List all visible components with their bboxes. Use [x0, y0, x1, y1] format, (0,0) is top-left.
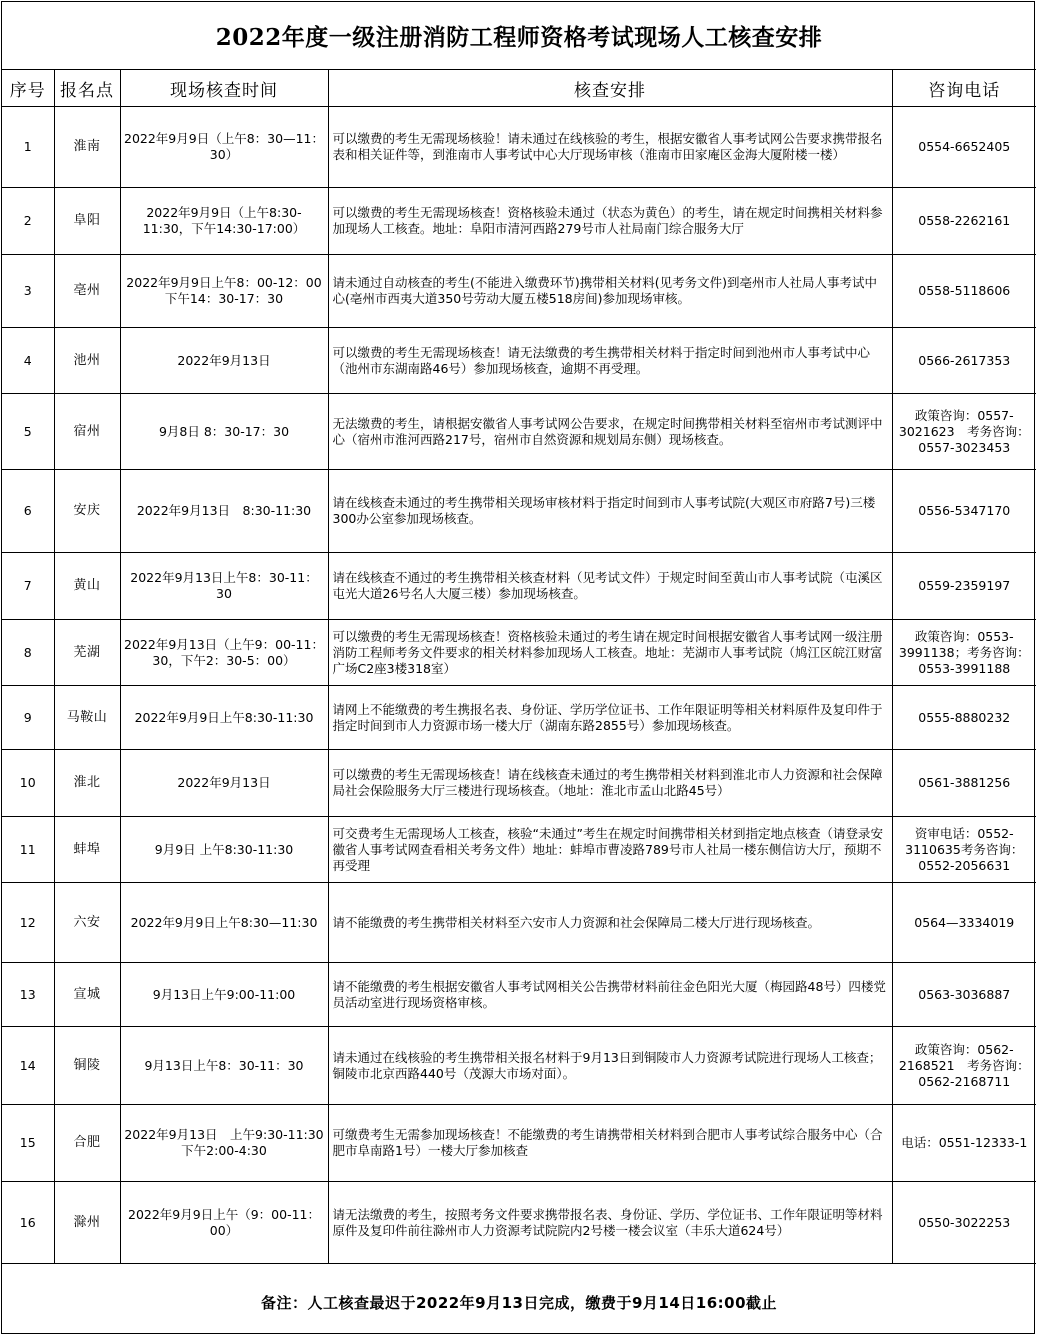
- row-phone: 0564—3334019: [892, 883, 1036, 963]
- table-row: [2, 750, 1036, 817]
- row-site: 宿州: [54, 394, 120, 470]
- row-site: 淮南: [54, 107, 120, 188]
- row-number: 1: [2, 107, 54, 188]
- row-phone: 政策咨询：0562-2168521 考务咨询：0562-2168711: [892, 1027, 1036, 1105]
- header-number: 序号: [2, 70, 54, 107]
- row-phone: 电话：0551-12333-1: [892, 1105, 1036, 1182]
- row-phone: 0550-3022253: [892, 1182, 1036, 1264]
- row-site: 黄山: [54, 553, 120, 620]
- row-site: 安庆: [54, 470, 120, 553]
- table-row: [2, 188, 1036, 255]
- row-number: 2: [2, 188, 54, 255]
- table-row: [2, 1027, 1036, 1105]
- row-phone: 0556-5347170: [892, 470, 1036, 553]
- row-phone: 0561-3881256: [892, 750, 1036, 817]
- row-phone: 0558-2262161: [892, 188, 1036, 255]
- row-phone: 0563-3036887: [892, 963, 1036, 1027]
- row-phone: 0566-2617353: [892, 328, 1036, 394]
- row-phone: 资审电话：0552-3110635考务咨询：0552-2056631: [892, 817, 1036, 883]
- schedule-sheet: [1, 1, 1035, 1334]
- table-row: [2, 328, 1036, 394]
- row-number: 16: [2, 1182, 54, 1264]
- row-site: 蚌埠: [54, 817, 120, 883]
- row-number: 13: [2, 963, 54, 1027]
- row-number: 11: [2, 817, 54, 883]
- table-row: [2, 394, 1036, 470]
- row-site: 滁州: [54, 1182, 120, 1264]
- header-arrangement: 核查安排: [328, 70, 892, 107]
- table-row: [2, 620, 1036, 686]
- row-site: 六安: [54, 883, 120, 963]
- table-row: [2, 1105, 1036, 1182]
- row-site: 淮北: [54, 750, 120, 817]
- row-phone: 0555-8880232: [892, 686, 1036, 750]
- row-phone: 0558-5118606: [892, 255, 1036, 328]
- row-arrangement: 可以缴费的考生无需现场核查！请在线核查未通过的考生携带相关材料到淮北市人力资源和社会保障局社会保险服务大厅三楼进行现场核查。（地址：淮北市孟山北路45号）: [328, 750, 892, 817]
- row-arrangement: 请在线核查未通过的考生携带相关现场审核材料于指定时间到市人事考试院(大观区市府路7号)三楼300办公室参加现场核查。: [328, 470, 892, 553]
- row-time: 2022年9月9日上午（9：00-11：00）: [120, 1182, 328, 1264]
- row-arrangement: 可以缴费的考生无需现场核查！资格核验未通过的考生请在规定时间根据安徽省人事考试网一级注册消防工程师考务文件要求的相关材料参加现场人工核查。地址：芜湖市人事考试院（鸠江区皖江财富广场C2座3楼318室）: [328, 620, 892, 686]
- row-time: 9月8日 8：30-17：30: [120, 394, 328, 470]
- row-arrangement: 可缴费考生无需参加现场核查！不能缴费的考生请携带相关材料到合肥市人事考试综合服务中心（合肥市阜南路1号）一楼大厅参加核查: [328, 1105, 892, 1182]
- row-number: 6: [2, 470, 54, 553]
- row-number: 9: [2, 686, 54, 750]
- row-time: 2022年9月13日 上午9:30-11:30 下午2:00-4:30: [120, 1105, 328, 1182]
- row-time: 2022年9月9日上午8:30—11:30: [120, 883, 328, 963]
- table-row: [2, 686, 1036, 750]
- row-time: 2022年9月13日: [120, 750, 328, 817]
- row-time: 2022年9月13日（上午9：00-11：30，下午2：30-5：00）: [120, 620, 328, 686]
- table-row: [2, 817, 1036, 883]
- row-number: 14: [2, 1027, 54, 1105]
- row-phone: 政策咨询：0553-3991138；考务咨询：0553-3991188: [892, 620, 1036, 686]
- row-number: 5: [2, 394, 54, 470]
- row-number: 3: [2, 255, 54, 328]
- row-arrangement: 请网上不能缴费的考生携报名表、身份证、学历学位证书、工作年限证明等相关材料原件及复印件于指定时间到市人力资源市场一楼大厅（湖南东路2855号）参加现场核查。: [328, 686, 892, 750]
- row-number: 4: [2, 328, 54, 394]
- row-arrangement: 请未通过自动核查的考生(不能进入缴费环节)携带相关材料(见考务文件)到亳州市人社局人事考试中心(亳州市西夷大道350号劳动大厦五楼518房间)参加现场审核。: [328, 255, 892, 328]
- row-time: 2022年9月9日（上午8:30-11:30，下午14:30-17:00）: [120, 188, 328, 255]
- row-arrangement: 可交费考生无需现场人工核查，核验“未通过”考生在规定时间携带相关材到指定地点核查（请登录安徽省人事考试网查看相关考务文件）地址：蚌埠市曹凌路789号市人社局一楼东侧信访大厅，预期不再受理: [328, 817, 892, 883]
- row-arrangement: 可以缴费的考生无需现场核查！请无法缴费的考生携带相关材料于指定时间到池州市人事考试中心（池州市东湖南路46号）参加现场核查，逾期不再受理。: [328, 328, 892, 394]
- row-phone: 0559-2359197: [892, 553, 1036, 620]
- row-time: 2022年9月9日上午8:30-11:30: [120, 686, 328, 750]
- row-site: 阜阳: [54, 188, 120, 255]
- row-number: 12: [2, 883, 54, 963]
- schedule-table: [2, 70, 1036, 1264]
- row-time: 2022年9月13日: [120, 328, 328, 394]
- footnote: 备注：人工核查最迟于2022年9月13日完成，缴费于9月14日16:00截止: [260, 1293, 778, 1312]
- row-arrangement: 请不能缴费的考生根据安徽省人事考试网相关公告携带材料前往金色阳光大厦（梅园路48号）四楼党员活动室进行现场资格审核。: [328, 963, 892, 1027]
- row-time: 9月13日上午8：30-11：30: [120, 1027, 328, 1105]
- header-time: 现场核查时间: [120, 70, 328, 107]
- page-title: 2022年度一级注册消防工程师资格考试现场人工核查安排: [2, 2, 1036, 70]
- row-site: 池州: [54, 328, 120, 394]
- row-site: 合肥: [54, 1105, 120, 1182]
- row-site: 亳州: [54, 255, 120, 328]
- header-phone: 咨询电话: [892, 70, 1036, 107]
- table-row: [2, 553, 1036, 620]
- row-arrangement: 请无法缴费的考生，按照考务文件要求携带报名表、身份证、学历、学位证书、工作年限证明等材料原件及复印件前往滁州市人力资源考试院院内2号楼一楼会议室（丰乐大道624号）: [328, 1182, 892, 1264]
- row-time: 2022年9月13日上午8：30-11：30: [120, 553, 328, 620]
- row-time: 9月13日上午9:00-11:00: [120, 963, 328, 1027]
- row-arrangement: 无法缴费的考生，请根据安徽省人事考试网公告要求，在规定时间携带相关材料至宿州市考试测评中心（宿州市淮河西路217号，宿州市自然资源和规划局东侧）现场核查。: [328, 394, 892, 470]
- row-site: 铜陵: [54, 1027, 120, 1105]
- row-time: 9月9日 上午8:30-11:30: [120, 817, 328, 883]
- row-number: 10: [2, 750, 54, 817]
- row-time: 2022年9月9日（上午8：30—11：30）: [120, 107, 328, 188]
- row-phone: 政策咨询：0557-3021623 考务咨询：0557-3023453: [892, 394, 1036, 470]
- row-number: 15: [2, 1105, 54, 1182]
- row-number: 8: [2, 620, 54, 686]
- row-arrangement: 请在线核查不通过的考生携带相关核查材料（见考试文件）于规定时间至黄山市人事考试院（屯溪区屯光大道26号名人大厦三楼）参加现场核查。: [328, 553, 892, 620]
- table-row: [2, 470, 1036, 553]
- row-number: 7: [2, 553, 54, 620]
- row-arrangement: 可以缴费的考生无需现场核查！资格核验未通过（状态为黄色）的考生，请在规定时间携相关材料参加现场人工核查。地址：阜阳市清河西路279号市人社局南门综合服务大厅: [328, 188, 892, 255]
- row-arrangement: 请未通过在线核验的考生携带相关报名材料于9月13日到铜陵市人力资源考试院进行现场人工核查；铜陵市北京西路440号（茂源大市场对面）。: [328, 1027, 892, 1105]
- row-phone: 0554-6652405: [892, 107, 1036, 188]
- row-arrangement: 可以缴费的考生无需现场核验！请未通过在线核验的考生，根据安徽省人事考试网公告要求携带报名表和相关证件等，到淮南市人事考试中心大厅现场审核（淮南市田家庵区金海大厦附楼一楼）: [328, 107, 892, 188]
- row-site: 宣城: [54, 963, 120, 1027]
- table-row: [2, 1182, 1036, 1264]
- table-row: [2, 107, 1036, 188]
- row-site: 马鞍山: [54, 686, 120, 750]
- table-row: [2, 883, 1036, 963]
- row-time: 2022年9月13日 8:30-11:30: [120, 470, 328, 553]
- row-site: 芜湖: [54, 620, 120, 686]
- table-row: [2, 255, 1036, 328]
- table-row: [2, 963, 1036, 1027]
- row-time: 2022年9月9日上午8：00-12：00 下午14：30-17：30: [120, 255, 328, 328]
- table-header-row: [2, 70, 1036, 107]
- header-site: 报名点: [54, 70, 120, 107]
- row-arrangement: 请不能缴费的考生携带相关材料至六安市人力资源和社会保障局二楼大厅进行现场核查。: [328, 883, 892, 963]
